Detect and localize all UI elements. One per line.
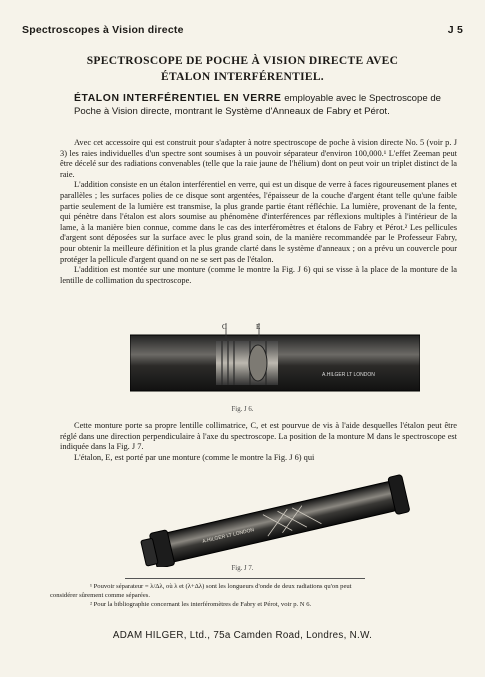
footnotes	[50, 582, 457, 609]
label-c: C	[222, 323, 227, 331]
paragraph-3: L'addition est montée sur une monture (comme le montre la Fig. J 6) qui se visse à la place de la monture de la lentille de collimation du spectroscope.	[60, 265, 457, 285]
label-e: E	[256, 323, 261, 331]
figure-j6-illustration	[130, 321, 420, 403]
running-head-title: Spectroscopes à Vision directe	[22, 24, 184, 36]
engraving-text: A.HILGER LT LONDON	[322, 372, 375, 378]
footnote-1-line-2: considérer sûrement comme séparées.	[50, 592, 150, 599]
etalon-mount	[216, 341, 278, 385]
paragraph-2: L'addition consiste en un étalon interférentiel en verre, qui est un disque de verre à faces rigoureusement planes et parallèles ; les surfaces polies de ce disque sont argentées, l'épaisseur de la couche d'argent étant telle qu'une faible partie seulement de la lumière est transmise, la plus grande partie étant réfléchie. La lumière, provenant de la fente, qui pénètre dans l'étalon est alors soumise au phénomène d'interférences par réflexions multiples à l'intérieur de la lame, à la manière bien connue, comme dans le cas des interféromètres et étalons de Fabry et Pérot.² Les pellicules d'argent sont déposées sur la surface avec le plus grand soin, de la manière recommandée par le Professeur Fabry, pour obtenir la meilleure définition et la plus grande clarté dans le système d'anneaux ; on a prévu un couvercle pour protéger la pellicule d'argent quand on ne se sert pas de l'étalon.	[60, 180, 457, 264]
page-title	[40, 53, 445, 85]
page-number: J 5	[447, 24, 463, 36]
footnote-2: ² Pour la bibliographie concernant les interféromètres de Fabry et Pérot, voir p. N 6.	[90, 601, 312, 608]
subheading-caps: ÉTALON INTERFÉRENTIEL EN VERRE	[74, 93, 282, 104]
engraving-text: A.HILGER LT LONDON	[201, 527, 255, 545]
footnote-1-line-1: ¹ Pouvoir séparateur = λ/Δλ, où λ et (λ+Δλ) sont les longueurs d'onde de deux radiations qu'on peut	[90, 583, 352, 590]
paragraph-4: Cette monture porte sa propre lentille collimatrice, C, et est pourvue de vis à l'aide desquelles l'étalon peut être réglé dans une direction perpendiculaire à l'axe du spectroscope. La position de la monture M dans le spectroscope est indiquée dans la Fig. J 7.	[60, 421, 457, 452]
figure-j6-caption: Fig. J 6.	[231, 406, 254, 413]
title-line-1: SPECTROSCOPE DE POCHE À VISION DIRECTE AVEC	[86, 55, 399, 67]
footnote-rule	[125, 578, 365, 579]
paragraph-5: L'étalon, E, est porté par une monture (comme le montre la Fig. J 6) qui	[74, 452, 315, 462]
publisher-imprint: ADAM HILGER, Ltd., 75a Camden Road, Londres, N.W.	[112, 630, 373, 641]
paragraph-1: Avec cet accessoire qui est construit pour s'adapter à notre spectroscope de poche à vision directe No. 5 (voir p. J 3) les raies individuelles d'un spectre sont soumises à un pouvoir séparateur d'environ 100,000.¹ L'effet Zeeman peut être décelé sur des radiations convenables (telle que la raie jaune de l'hélium) dont on peut voir un triplet distinct de la raie.	[60, 138, 457, 179]
body-text-continued	[60, 421, 457, 463]
section-subheading	[74, 92, 461, 118]
body-text	[60, 138, 457, 286]
title-line-2: ÉTALON INTERFÉRENTIEL.	[161, 71, 324, 83]
spectroscope-body	[139, 474, 410, 567]
figure-j7-caption: Fig. J 7.	[231, 565, 254, 572]
subheading-rest: employable avec le Spectroscope de Poche à Vision directe, montrant le Système d'Anneaux de Fabry et Pérot.	[74, 93, 442, 118]
collimator-lens	[249, 345, 267, 381]
figure-j7-illustration	[130, 467, 430, 567]
